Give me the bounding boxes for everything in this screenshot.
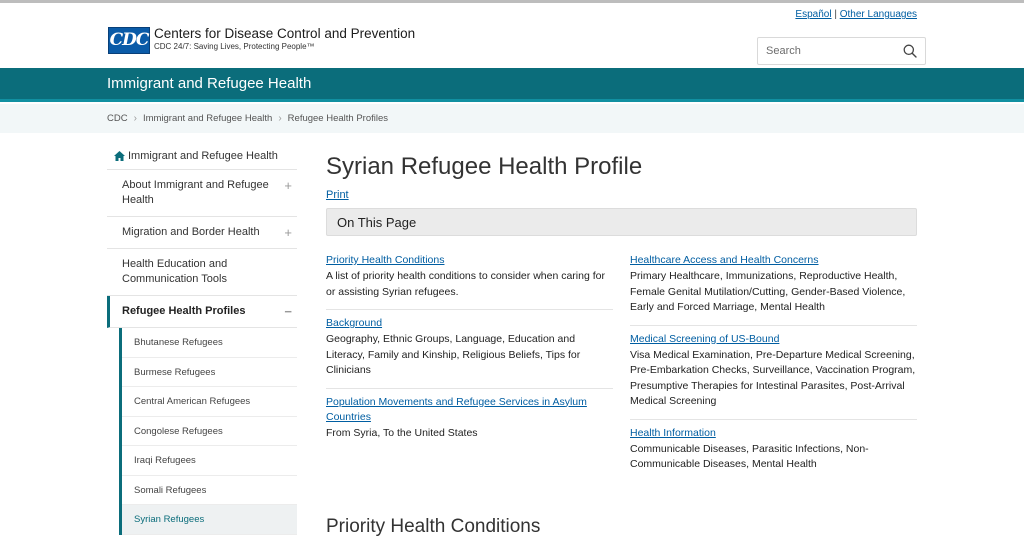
breadcrumb-separator: ›: [278, 113, 282, 124]
sidebar-subitem[interactable]: Iraqi Refugees: [122, 446, 297, 476]
sidebar-subitem[interactable]: Bhutanese Refugees: [122, 328, 297, 358]
sidebar-item-health-education[interactable]: [107, 249, 297, 296]
breadcrumb: [0, 104, 1024, 133]
right-column: [630, 247, 917, 482]
toc-link[interactable]: Population Movements and Refugee Services in Asylum Countries: [326, 395, 587, 423]
toc-description: Primary Healthcare, Immunizations, Reproductive Health, Female Genital Mutilation/Cutting, Gender-Based Violence, Early and Forced Marriage, Mental Health: [630, 270, 906, 313]
banner-title[interactable]: Immigrant and Refugee Health: [107, 75, 312, 92]
toc-description: A list of priority health conditions to consider when caring for or assisting Syrian refugees.: [326, 270, 605, 298]
toc-link[interactable]: Background: [326, 317, 383, 329]
sidebar-subitem[interactable]: Somali Refugees: [122, 476, 297, 506]
search-icon[interactable]: [903, 44, 917, 58]
left-column: [326, 247, 613, 482]
sidebar-item-about[interactable]: [107, 170, 297, 217]
search-box: [757, 37, 926, 65]
sidebar-item-refugee-profiles[interactable]: [107, 296, 297, 328]
lang-other-link[interactable]: Other Languages: [839, 9, 917, 20]
breadcrumb-separator: ›: [133, 113, 137, 124]
toc-description: Visa Medical Examination, Pre-Departure Medical Screening, Pre-Embarkation Checks, Surveillance, Vaccination Program, Presumptive Therapies for Intestinal Parasites, Post-Arrival Medical Screening: [630, 348, 916, 407]
expand-icon[interactable]: +: [284, 178, 292, 193]
sidebar-subitem[interactable]: Central American Refugees: [122, 387, 297, 417]
logo-tagline: CDC 24/7: Saving Lives, Protecting People™: [154, 42, 315, 51]
toc-description: From Syria, To the United States: [326, 426, 478, 439]
toc-section: [326, 247, 613, 310]
toc-description: Communicable Diseases, Parasitic Infections, Non-Communicable Diseases, Mental Health: [630, 442, 869, 470]
section-heading: Priority Health Conditions: [326, 516, 541, 537]
toc-description: Geography, Ethnic Groups, Language, Education and Literacy, Family and Kinship, Religious Beliefs, Tips for Clinicians: [326, 333, 581, 376]
sidebar-item-label: Refugee Health Profiles: [122, 305, 246, 317]
toc-section: [326, 389, 613, 451]
expand-icon[interactable]: +: [284, 225, 292, 240]
toc-section: [630, 420, 917, 482]
collapse-icon[interactable]: −: [284, 304, 292, 319]
lang-separator: |: [834, 9, 837, 20]
language-links: [795, 9, 917, 20]
sidebar-nav: [107, 142, 297, 535]
sidebar-home-label: Immigrant and Refugee Health: [128, 149, 278, 162]
toc-link[interactable]: Medical Screening of US-Bound: [630, 332, 780, 345]
cdc-logo-mark: CDC: [108, 27, 150, 54]
on-this-page-list: [326, 247, 917, 482]
sidebar-submenu: [119, 328, 297, 535]
site-header: [0, 3, 1024, 68]
sidebar-item-label: Health Education and Communication Tools: [122, 258, 228, 285]
lang-espanol-link[interactable]: Español: [795, 9, 832, 20]
search-input[interactable]: [758, 38, 893, 64]
toc-section: [630, 247, 917, 326]
toc-link[interactable]: Priority Health Conditions: [326, 254, 445, 266]
logo-title: Centers for Disease Control and Prevention: [154, 26, 416, 41]
home-icon: [114, 151, 125, 161]
sidebar-item-label: About Immigrant and Refugee Health: [122, 179, 269, 206]
toc-section: [630, 326, 917, 420]
site-banner: [0, 68, 1024, 102]
sidebar-subitem[interactable]: Congolese Refugees: [122, 417, 297, 447]
sidebar-item-migration[interactable]: [107, 217, 297, 249]
sidebar-home-link[interactable]: [107, 142, 297, 170]
main-content: [326, 150, 917, 482]
sidebar-subitem[interactable]: Burmese Refugees: [122, 358, 297, 388]
breadcrumb-item[interactable]: Immigrant and Refugee Health: [142, 113, 273, 124]
toc-link[interactable]: Health Information: [630, 426, 716, 439]
print-link[interactable]: Print: [326, 189, 349, 201]
breadcrumb-item[interactable]: CDC: [107, 113, 128, 124]
toc-link[interactable]: Healthcare Access and Health Concerns: [630, 254, 819, 266]
toc-section: [326, 310, 613, 389]
page-title: Syrian Refugee Health Profile: [326, 153, 643, 180]
sidebar-subitem-current[interactable]: Syrian Refugees: [122, 505, 297, 535]
cdc-logo[interactable]: [108, 27, 415, 54]
breadcrumb-item[interactable]: Refugee Health Profiles: [287, 113, 389, 124]
sidebar-item-label: Migration and Border Health: [122, 226, 260, 238]
on-this-page-header: On This Page: [326, 208, 917, 236]
